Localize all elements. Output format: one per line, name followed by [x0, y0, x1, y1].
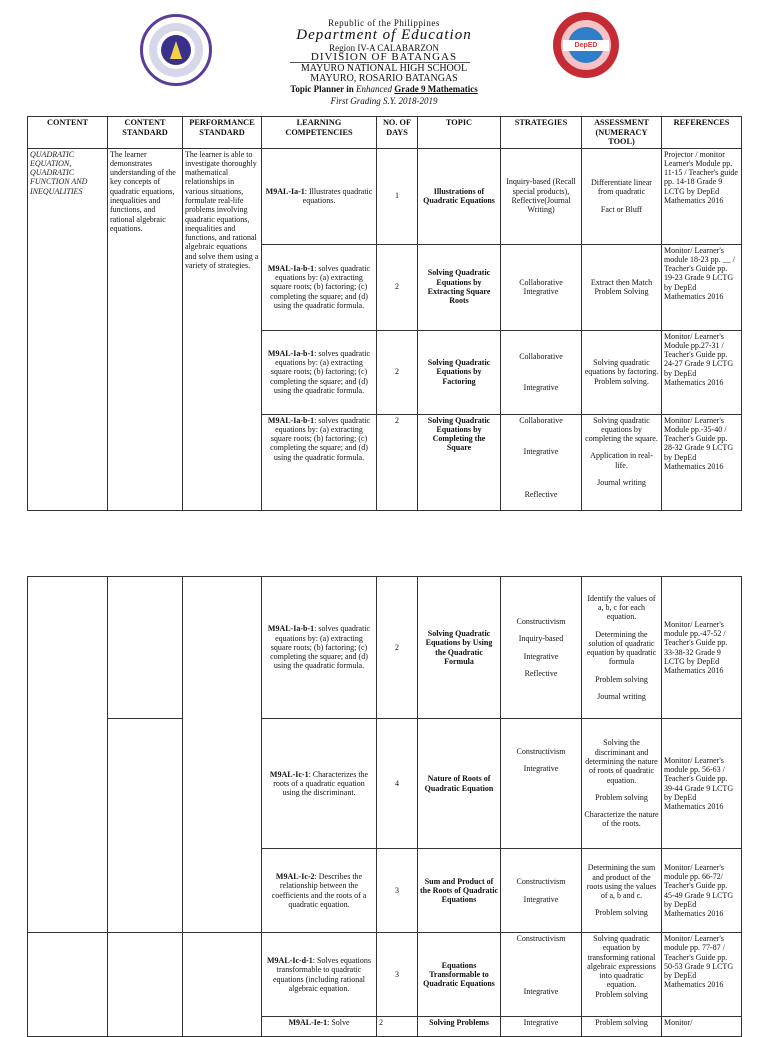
topic-cell: Illustrations of Quadratic Equations: [418, 148, 501, 244]
content-cell: [28, 577, 108, 933]
column-header: NO. OF DAYS: [377, 117, 418, 149]
references-cell: Monitor/ Learner's module pp. 56-63 / Teacher's Guide pp. 39-44 Grade 9 LCTG by DepEd Mathematics 2016: [662, 719, 742, 849]
competency-cell: M9AL-Ic-1: Characterizes the roots of a quadratic equation using the discriminant.: [262, 719, 377, 849]
assessment-cell: Solving quadratic equations by completing the square. Application in real-life. Journal writing: [582, 414, 662, 510]
topic-cell: Solving Quadratic Equations by Factoring: [418, 330, 501, 414]
references-cell: Monitor/ Learner's module 18-23 pp. __ / Teacher's Guide pp. 19-23 Grade 9 LCTG by DepEd Mathematics 2016: [662, 244, 742, 330]
performance-standard-cell: [183, 577, 262, 933]
strategies-cell: Collaborative Integrative: [501, 244, 582, 330]
days-cell: 3: [377, 849, 418, 933]
content-standard-cell: [108, 719, 183, 933]
assessment-cell: Solving quadratic equation by transforming rational algebraic expressions into quadratic equation. Problem solving: [582, 933, 662, 1017]
references-cell: Monitor/ Learner's module pp.-47-52 / Teacher's Guide pp. 33-38-32 Grade 9 LCTG by DepEd Mathematics 2016: [662, 577, 742, 719]
competency-cell: M9AL-Ic-2: Describes the relationship between the coefficients and the roots of a quadratic equation.: [262, 849, 377, 933]
topic-cell: Solving Problems: [418, 1017, 501, 1037]
references-cell: Monitor/ Learner's Module pp.-35-40 / Teacher's Guide pp. 28-32 Grade 9 LCTG by DepEd Mathematics 2016: [662, 414, 742, 510]
content-standard-cell: The learner demonstrates understanding of the key concepts of quadratic equations, inequalities and functions, and rational algebraic equations.: [108, 148, 183, 510]
column-header: PERFORMANCE STANDARD: [183, 117, 262, 149]
topic-cell: Solving Quadratic Equations by Completing the Square: [418, 414, 501, 510]
topic-cell: Nature of Roots of Quadratic Equation: [418, 719, 501, 849]
assessment-cell: Identify the values of a, b, c for each equation. Determining the solution of quadratic equation by quadratic formula Problem solving Journal writing: [582, 577, 662, 719]
content-standard-cell: [108, 577, 183, 719]
content-cell: QUADRATIC EQUATION, QUADRATIC FUNCTION AND INEQUALITIES: [28, 148, 108, 510]
content-standard-cell: [108, 933, 183, 1037]
division-line: DIVISION OF BATANGAS: [310, 51, 458, 63]
strategies-cell: Constructivism Integrative: [501, 933, 582, 1017]
topic-planner-table-1: [27, 116, 742, 511]
department-line: Department of Education: [296, 27, 472, 43]
topic-planner-table-2: [27, 576, 742, 1037]
document-header: [0, 0, 768, 118]
grading-period: First Grading S.Y. 2018-2019: [330, 96, 438, 106]
column-header: ASSESSMENT (NUMERACY TOOL): [582, 117, 662, 149]
competency-cell: M9AL-Ia-b-1: solves quadratic equations by: (a) extracting square roots; (b) factoring; (c) completing the square; and (d) using the quadratic formula.: [262, 244, 377, 330]
competency-cell: M9AL-Ia-b-1: solves quadratic equations by: (a) extracting square roots; (b) factoring; (c) completing the square; and (d) using the quadratic formula.: [262, 577, 377, 719]
column-header: CONTENT: [28, 117, 108, 149]
column-header: STRATEGIES: [501, 117, 582, 149]
table-row: [28, 148, 742, 244]
table-row: [28, 933, 742, 1017]
topic-cell: Equations Transformable to Quadratic Equations: [418, 933, 501, 1017]
days-cell: 2: [377, 1017, 418, 1037]
deped-logo-text: DepED: [563, 40, 609, 51]
topic-cell: Sum and Product of the Roots of Quadratic Equations: [418, 849, 501, 933]
competency-cell: M9AL-Ia-1: Illustrates quadratic equations.: [262, 148, 377, 244]
performance-standard-cell: The learner is able to investigate thoroughly mathematical relationships in various situations, formulate real-life problems involving quadratic equations, inequalities and functions, and rational algebraic equations and solve them using a variety of strategies.: [183, 148, 262, 510]
competency-cell: M9AL-Ic-d-1: Solves equations transformable to quadratic equations (including rational algebraic equation.: [262, 933, 377, 1017]
strategies-cell: Collaborative Integrative Reflective: [501, 414, 582, 510]
column-header: LEARNING COMPETENCIES: [262, 117, 377, 149]
table-row: [28, 719, 742, 849]
topic-cell: Solving Quadratic Equations by Extracting Square Roots: [418, 244, 501, 330]
competency-cell: M9AL-Ie-1: Solve: [262, 1017, 377, 1037]
assessment-cell: Problem solving: [582, 1017, 662, 1037]
republic-line: Republic of the Philippines: [328, 18, 440, 28]
strategies-cell: Constructivism Integrative: [501, 849, 582, 933]
column-header: CONTENT STANDARD: [108, 117, 183, 149]
school-address: MAYURO, ROSARIO BATANGAS: [310, 73, 458, 84]
strategies-cell: Integrative: [501, 1017, 582, 1037]
days-cell: 4: [377, 719, 418, 849]
competency-cell: M9AL-Ia-b-1: solves quadratic equations by: (a) extracting square roots; (b) factoring; (c) completing the square; and (d) using the quadratic formula.: [262, 330, 377, 414]
column-header: REFERENCES: [662, 117, 742, 149]
assessment-cell: Extract then Match Problem Solving: [582, 244, 662, 330]
table-row: [28, 577, 742, 719]
days-cell: 2: [377, 414, 418, 510]
strategies-cell: Collaborative Integrative: [501, 330, 582, 414]
assessment-cell: Solving the discriminant and determining the nature of roots of quadratic equation. Problem solving Characterize the nature of the roots.: [582, 719, 662, 849]
performance-standard-cell: [183, 933, 262, 1037]
strategies-cell: Constructivism Inquiry-based Integrative Reflective: [501, 577, 582, 719]
references-cell: Monitor/ Learner's module pp. 77-87 / Teacher's Guide pp. 50-53 Grade 9 LCTG by DepEd Mathematics 2016: [662, 933, 742, 1017]
strategies-cell: Inquiry-based (Recall special products), Reflective(Journal Writing): [501, 148, 582, 244]
references-cell: Monitor/ Learner's Module pp.27-31 / Teacher's Guide pp. 24-27 Grade 9 LCTG by DepEd Mathematics 2016: [662, 330, 742, 414]
references-cell: Monitor/: [662, 1017, 742, 1037]
days-cell: 2: [377, 330, 418, 414]
column-header: TOPIC: [418, 117, 501, 149]
content-cell: [28, 933, 108, 1037]
references-cell: Monitor/ Learner's module pp. 66-72/ Teacher's Guide pp. 45-49 Grade 9 LCTG by DepEd Mathematics 2016: [662, 849, 742, 933]
assessment-cell: Determining the sum and product of the roots using the values of a, b and c. Problem solving: [582, 849, 662, 933]
school-name: MAYURO NATIONAL HIGH SCHOOL: [300, 63, 468, 74]
topic-cell: Solving Quadratic Equations by Using the Quadratic Formula: [418, 577, 501, 719]
days-cell: 1: [377, 148, 418, 244]
days-cell: 3: [377, 933, 418, 1017]
competency-cell: M9AL-Ia-b-1: solves quadratic equations by: (a) extracting square roots; (b) factoring; (c) completing the square; and (d) using the quadratic formula.: [262, 414, 377, 510]
assessment-cell: Differentiate linear from quadratic Fact or Bluff: [582, 148, 662, 244]
days-cell: 2: [377, 577, 418, 719]
days-cell: 2: [377, 244, 418, 330]
assessment-cell: Solving quadratic equations by factoring. Problem solving.: [582, 330, 662, 414]
strategies-cell: Constructivism Integrative: [501, 719, 582, 849]
region-line: Region IV-A CALABARZON: [329, 43, 439, 53]
references-cell: Projector / monitor Learner's Module pp. 11-15 / Teacher's guide pp. 14-18 Grade 9 LCTG by DepEd Mathematics 2016: [662, 148, 742, 244]
planner-title: Topic Planner in Enhanced Grade 9 Mathematics: [290, 84, 478, 94]
